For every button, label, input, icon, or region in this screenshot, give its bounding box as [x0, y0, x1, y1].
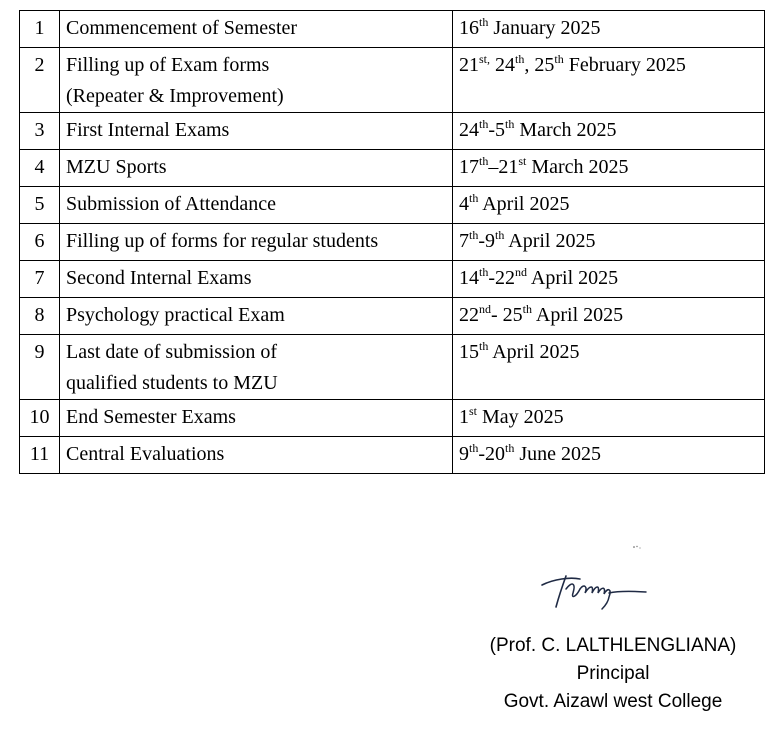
event-name: Commencement of Semester — [60, 11, 453, 48]
event-date: 14th-22nd April 2025 — [453, 261, 765, 298]
event-date: 15th April 2025 — [453, 335, 765, 400]
row-number: 4 — [20, 150, 60, 187]
event-date: 24th-5th March 2025 — [453, 113, 765, 150]
row-number: 8 — [20, 298, 60, 335]
row-number: 2 — [20, 48, 60, 113]
row-number: 3 — [20, 113, 60, 150]
signatory-block — [468, 632, 758, 716]
event-name: End Semester Exams — [60, 400, 453, 437]
event-date: 1st May 2025 — [453, 400, 765, 437]
row-number: 5 — [20, 187, 60, 224]
principal-signature — [532, 563, 657, 615]
table-row — [20, 150, 765, 187]
row-number: 11 — [20, 437, 60, 474]
table-row — [20, 187, 765, 224]
table-row — [20, 48, 765, 113]
event-date: $21^{st,}$ 24th, 25th February 2025 — [453, 48, 765, 113]
table-row — [20, 335, 765, 400]
table-row — [20, 298, 765, 335]
row-number: 9 — [20, 335, 60, 400]
academic-calendar-table — [19, 10, 765, 474]
signatory-institution: Govt. Aizawl west College — [503, 691, 723, 712]
event-date: 9th-20th June 2025 — [453, 437, 765, 474]
event-name: First Internal Exams — [60, 113, 453, 150]
event-date: 22nd- 25th April 2025 — [453, 298, 765, 335]
event-name: Central Evaluations — [60, 437, 453, 474]
row-number: 1 — [20, 11, 60, 48]
event-name: Last date of submission of qualified students to MZU — [60, 335, 453, 400]
table-row — [20, 400, 765, 437]
row-number: 7 — [20, 261, 60, 298]
row-number: 10 — [20, 400, 60, 437]
signatory-designation: Principal — [576, 663, 650, 684]
signatory-name: (Prof. C. LALTHLENGLIANA) — [489, 635, 737, 656]
event-date: 4th April 2025 — [453, 187, 765, 224]
event-name: Psychology practical Exam — [60, 298, 453, 335]
event-name: Filling up of Exam forms (Repeater & Improvement) — [60, 48, 453, 113]
event-name: Second Internal Exams — [60, 261, 453, 298]
event-date: 17th–21st March 2025 — [453, 150, 765, 187]
table-row — [20, 11, 765, 48]
event-name: MZU Sports — [60, 150, 453, 187]
event-name: Submission of Attendance — [60, 187, 453, 224]
table-row — [20, 261, 765, 298]
event-name: Filling up of forms for regular students — [60, 224, 453, 261]
table-row — [20, 113, 765, 150]
table-row — [20, 437, 765, 474]
ink-dots — [632, 545, 642, 553]
row-number: 6 — [20, 224, 60, 261]
schedule-body — [20, 11, 765, 474]
table-row — [20, 224, 765, 261]
event-date: 7th-9th April 2025 — [453, 224, 765, 261]
event-date: 16th January 2025 — [453, 11, 765, 48]
